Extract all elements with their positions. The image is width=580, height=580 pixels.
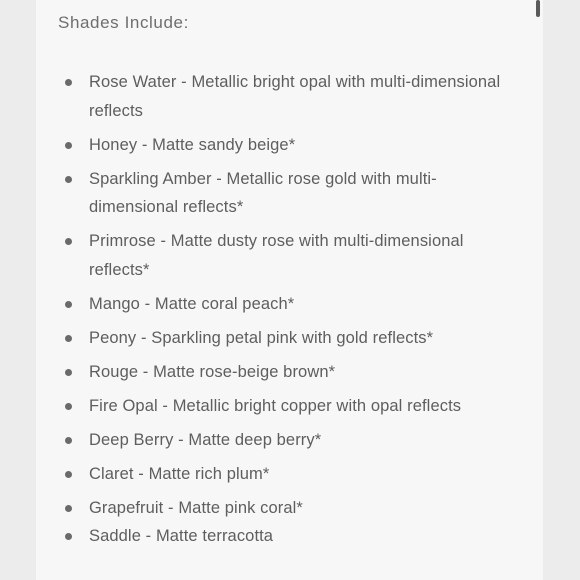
bullet-icon — [65, 79, 72, 86]
bullet-icon — [65, 176, 72, 183]
bullet-icon — [65, 505, 72, 512]
list-item — [36, 290, 543, 319]
shade-text: Rose Water - Metallic bright opal with multi-dimensional reflects — [89, 73, 501, 120]
bullet-icon — [65, 437, 72, 444]
description-panel — [36, 0, 543, 580]
shade-text: Deep Berry - Matte deep berry* — [89, 430, 322, 449]
shade-text: Peony - Sparkling petal pink with gold reflects* — [89, 328, 434, 347]
shade-list — [36, 68, 543, 556]
scrollbar-thumb[interactable] — [536, 0, 540, 17]
shade-text: Fire Opal - Metallic bright copper with opal reflects — [89, 396, 462, 415]
list-item — [36, 324, 543, 353]
shade-text: Honey - Matte sandy beige* — [89, 135, 296, 154]
list-item — [36, 68, 543, 125]
shade-text: Primrose - Matte dusty rose with multi-dimensional reflects* — [89, 232, 464, 279]
list-item — [36, 460, 543, 489]
shade-text: Saddle - Matte terracotta — [89, 527, 274, 545]
bullet-icon — [65, 369, 72, 376]
shade-text: Sparkling Amber - Metallic rose gold with multi-dimensional reflects* — [89, 169, 437, 216]
bullet-icon — [65, 142, 72, 149]
shade-text: Claret - Matte rich plum* — [89, 464, 270, 483]
list-item — [36, 227, 543, 284]
list-item — [36, 131, 543, 160]
bullet-icon — [65, 471, 72, 478]
bullet-icon — [65, 403, 72, 410]
section-heading: Shades Include: — [58, 13, 189, 32]
list-item — [36, 426, 543, 455]
shade-text: Rouge - Matte rose-beige brown* — [89, 362, 336, 381]
shade-text: Grapefruit - Matte pink coral* — [89, 498, 303, 517]
bullet-icon — [65, 335, 72, 342]
shade-text: Mango - Matte coral peach* — [89, 294, 295, 313]
bullet-icon — [65, 238, 72, 245]
bullet-icon — [65, 301, 72, 308]
list-item — [36, 522, 543, 551]
list-item — [36, 165, 543, 222]
list-item — [36, 358, 543, 387]
list-item — [36, 392, 543, 421]
list-item — [36, 494, 543, 523]
bullet-icon — [65, 533, 72, 540]
